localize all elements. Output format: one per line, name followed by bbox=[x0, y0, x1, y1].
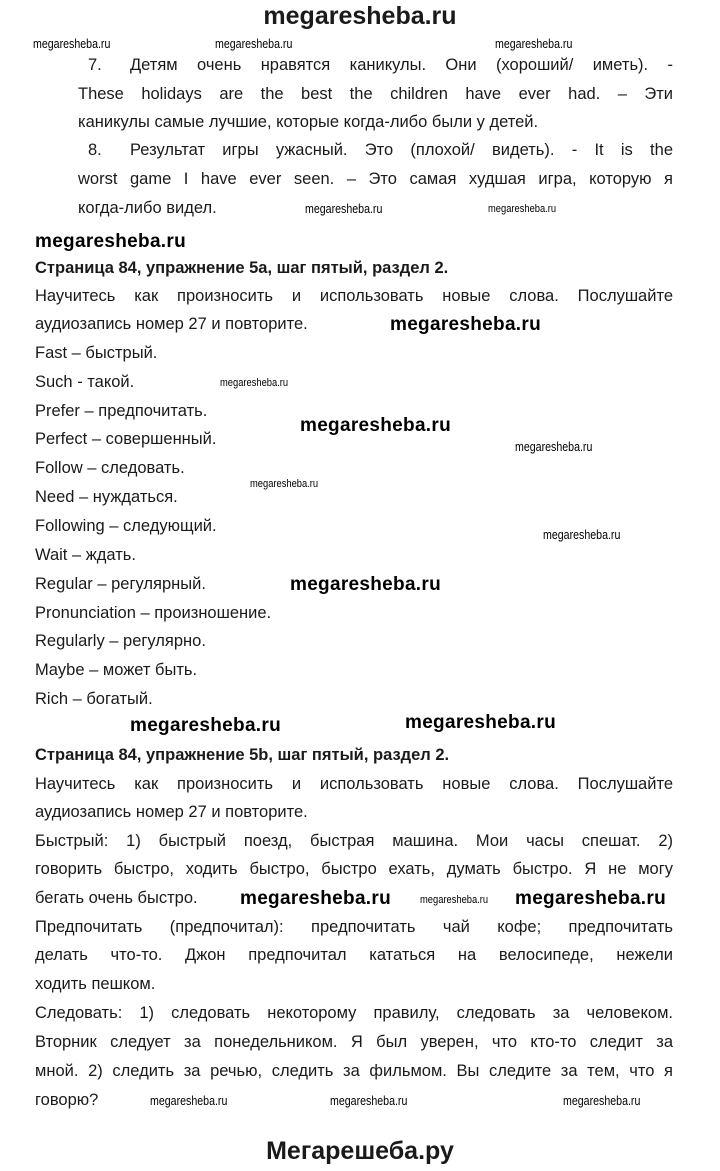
text-line: worst game I have ever seen. – Это самая худшая игра, которую я bbox=[78, 170, 673, 188]
item-number: 8. bbox=[88, 141, 102, 159]
watermark: megaresheba.ru bbox=[220, 377, 289, 389]
watermark: megaresheba.ru bbox=[563, 1094, 641, 1108]
word-item: Need – нуждаться. bbox=[35, 488, 178, 506]
word-item: Such - такой. bbox=[35, 373, 135, 391]
text-line: каникулы самые лучшие, которые когда-либо были у детей. bbox=[78, 113, 539, 131]
text-line: аудиозапись номер 27 и повторите. bbox=[35, 803, 308, 821]
text-line: Следовать: 1) следовать некоторому правилу, следовать за человеком. bbox=[35, 1004, 673, 1022]
watermark: megaresheba.ru bbox=[305, 202, 383, 216]
text-line: мной. 2) следить за речью, следить за фильмом. Вы следите за тем, что я bbox=[35, 1062, 673, 1080]
watermark: megaresheba.ru bbox=[290, 574, 441, 595]
text-line: Научитесь как произносить и использовать новые слова. Послушайте bbox=[35, 775, 673, 793]
section-heading: Страница 84, упражнение 5a, шаг пятый, раздел 2. bbox=[35, 259, 449, 277]
word-item: Regular – регулярный. bbox=[35, 575, 206, 593]
text-line: Предпочитать (предпочитал): предпочитать чай кофе; предпочитать bbox=[35, 918, 673, 936]
watermark: megaresheba.ru bbox=[330, 1094, 408, 1108]
watermark: megaresheba.ru bbox=[405, 712, 556, 733]
site-header: megaresheba.ru bbox=[263, 2, 457, 30]
watermark: megaresheba.ru bbox=[35, 231, 186, 252]
text-line: говорить быстро, ходить быстро, быстро ехать, думать быстро. Я не могу bbox=[35, 860, 673, 878]
word-item: Following – следующий. bbox=[35, 517, 217, 535]
site-footer: Мегарешеба.ру bbox=[266, 1137, 454, 1165]
watermark: megaresheba.ru bbox=[240, 888, 391, 909]
text-line: когда-либо видел. bbox=[78, 199, 217, 217]
word-item: Wait – ждать. bbox=[35, 546, 136, 564]
watermark: megaresheba.ru bbox=[515, 888, 666, 909]
text-line: аудиозапись номер 27 и повторите. bbox=[35, 315, 308, 333]
watermark: megaresheba.ru bbox=[515, 440, 593, 454]
text-line: Научитесь как произносить и использовать новые слова. Послушайте bbox=[35, 287, 673, 305]
text-line: Вторник следует за понедельником. Я был уверен, что кто-то следит за bbox=[35, 1033, 673, 1051]
watermark: megaresheba.ru bbox=[250, 478, 319, 490]
watermark: megaresheba.ru bbox=[150, 1094, 228, 1108]
text-line: Детям очень нравятся каникулы. Они (хороший/ иметь). - bbox=[130, 56, 673, 74]
item-number: 7. bbox=[88, 56, 102, 74]
word-item: Maybe – может быть. bbox=[35, 661, 198, 679]
word-item: Regularly – регулярно. bbox=[35, 632, 206, 650]
word-item: Fast – быстрый. bbox=[35, 344, 158, 362]
watermark: megaresheba.ru bbox=[300, 415, 451, 436]
watermark: megaresheba.ru bbox=[33, 37, 111, 51]
watermark: megaresheba.ru bbox=[130, 715, 281, 736]
text-line: Результат игры ужасный. Это (плохой/ видеть). - It is the bbox=[130, 141, 673, 159]
text-line: These holidays are the best the children have ever had. – Эти bbox=[78, 85, 673, 103]
text-line: говорю? bbox=[35, 1091, 99, 1109]
text-line: делать что-то. Джон предпочитал кататься на велосипеде, нежели bbox=[35, 946, 673, 964]
watermark: megaresheba.ru bbox=[543, 528, 621, 542]
watermark: megaresheba.ru bbox=[495, 37, 573, 51]
text-line: бегать очень быстро. bbox=[35, 889, 198, 907]
watermark: megaresheba.ru bbox=[488, 203, 557, 215]
section-heading: Страница 84, упражнение 5b, шаг пятый, раздел 2. bbox=[35, 746, 450, 764]
watermark: megaresheba.ru bbox=[420, 894, 489, 906]
watermark: megaresheba.ru bbox=[215, 37, 293, 51]
word-item: Follow – следовать. bbox=[35, 459, 185, 477]
word-item: Perfect – совершенный. bbox=[35, 430, 217, 448]
word-item: Rich – богатый. bbox=[35, 690, 153, 708]
watermark: megaresheba.ru bbox=[390, 314, 541, 335]
text-line: Быстрый: 1) быстрый поезд, быстрая машина. Мои часы спешат. 2) bbox=[35, 832, 673, 850]
text-line: ходить пешком. bbox=[35, 975, 156, 993]
word-item: Pronunciation – произношение. bbox=[35, 604, 272, 622]
word-item: Prefer – предпочитать. bbox=[35, 402, 208, 420]
